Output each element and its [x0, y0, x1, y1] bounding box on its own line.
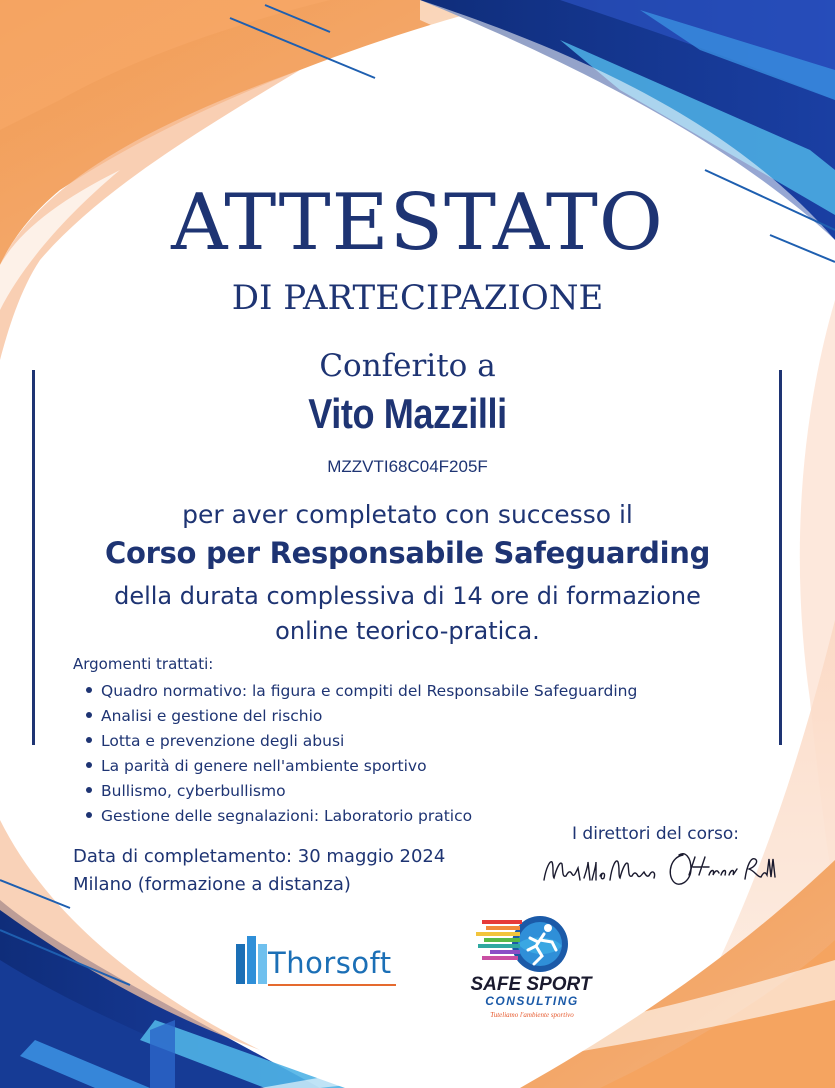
course-name: Corso per Responsabile Safeguarding: [104, 536, 711, 570]
list-item: Quadro normativo: la figura e compiti del Responsabile Safeguarding: [86, 679, 766, 704]
fiscal-code: MZZVTI68C04F205F: [327, 457, 488, 476]
thorsoft-wordmark: Thorsoft: [268, 946, 392, 980]
safe-sport-tagline: Tuteliamo l'ambiente sportivo: [490, 1011, 574, 1019]
safe-sport-line-1: SAFE SPORT: [470, 974, 592, 995]
safe-sport-line-2: CONSULTING: [485, 994, 579, 1008]
duration-line-2: online teorico-pratica.: [275, 617, 540, 645]
bullet-icon: [86, 812, 92, 818]
completion-text: per aver completato con successo il: [182, 500, 633, 529]
recipient-name: Vito Mazzilli: [308, 390, 507, 437]
signature-ottaviano-roselli: [665, 845, 780, 893]
list-item: La parità di genere nell'ambiente sportivo: [86, 754, 766, 779]
thorsoft-underline: [268, 984, 396, 986]
bullet-icon: [86, 687, 92, 693]
duration-line-1: della durata complessiva di 14 ore di formazione: [114, 582, 701, 610]
list-item: Lotta e prevenzione degli abusi: [86, 729, 766, 754]
list-item: Analisi e gestione del rischio: [86, 704, 766, 729]
directors-label: I direttori del corso:: [572, 824, 739, 844]
location: Milano (formazione a distanza): [73, 874, 351, 895]
signature-mattia-miranda: [540, 850, 665, 890]
list-item: Gestione delle segnalazioni: Laboratorio pratico: [86, 804, 766, 829]
completion-date: Data di completamento: 30 maggio 2024: [73, 846, 446, 867]
safe-sport-consulting-logo: [456, 906, 606, 1026]
certificate-subtitle: DI PARTECIPAZIONE: [231, 278, 604, 318]
topics-label: Argomenti trattati:: [73, 655, 214, 673]
topics-list: [86, 679, 766, 829]
bullet-icon: [86, 712, 92, 718]
certificate-title: ATTESTATO: [171, 178, 664, 268]
bullet-icon: [86, 762, 92, 768]
conferred-to-label: Conferito a: [319, 348, 496, 384]
list-item: Bullismo, cyberbullismo: [86, 779, 766, 804]
bullet-icon: [86, 787, 92, 793]
bullet-icon: [86, 737, 92, 743]
